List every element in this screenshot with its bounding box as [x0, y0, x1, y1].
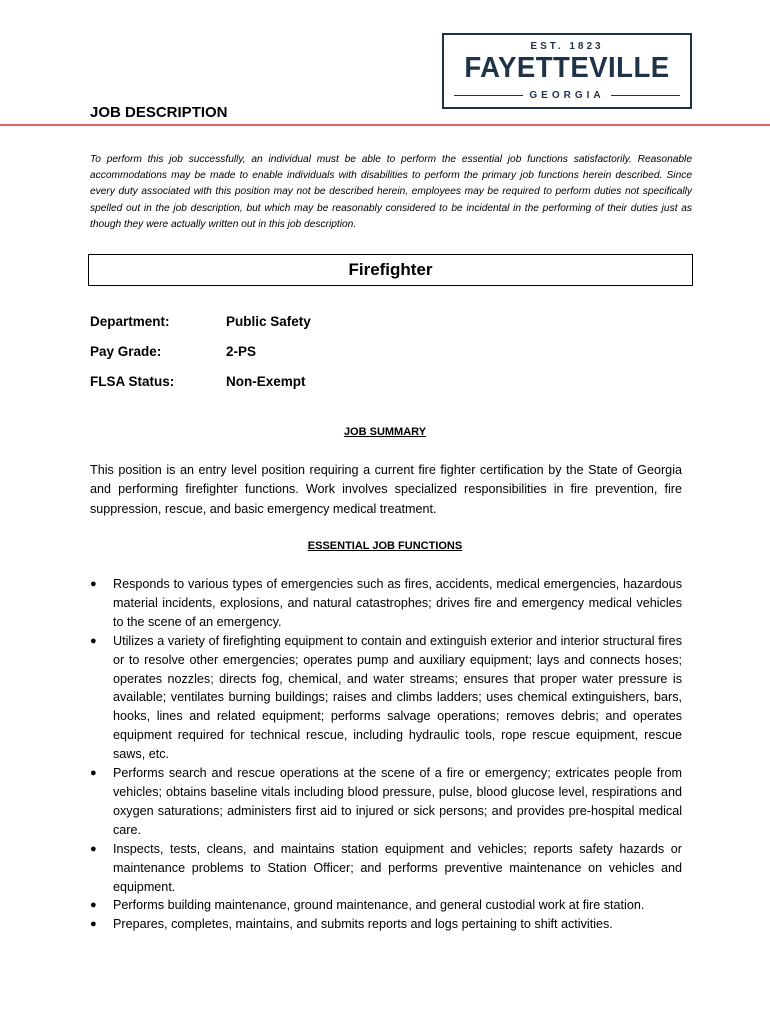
list-item-text: Prepares, completes, maintains, and submits reports and logs pertaining to shift activities.	[113, 917, 613, 932]
essential-functions-heading: ESSENTIAL JOB FUNCTIONS	[307, 540, 463, 552]
bullet-icon: ●	[90, 918, 97, 931]
field-value: 2-PS	[226, 344, 257, 359]
list-item	[90, 575, 682, 632]
city-logo	[442, 33, 692, 109]
logo-established: EST. 1823	[530, 41, 604, 52]
list-item-text: Inspects, tests, cleans, and maintains station equipment and vehicles; reports safety hazards or maintenance problems to Station Officer; and performs preventive maintenance on vehicles and equipment.	[113, 841, 682, 894]
bullet-icon: ●	[90, 899, 97, 912]
field-label: Department:	[90, 314, 170, 329]
essential-functions-list	[90, 575, 682, 934]
document-title: JOB DESCRIPTION	[90, 104, 228, 121]
list-item-text: Responds to various types of emergencies such as fires, accidents, medical emergencies, hazardous material incidents, explosions, and natural catastrophes; drives fire and emergency medical vehicles to the scene of an emergency.	[113, 577, 682, 629]
logo-state-row	[454, 89, 680, 101]
intro-paragraph: To perform this job successfully, an individual must be able to perform the essential job functions satisfactorily. Reasonable accommodations may be made to enable individuals with disabilities to perform the primary job functions herein described. Since every duty associated with this position may not be described herein, employees may be required to perform duties not specifically spelled out in the job description, but which may be reasonably considered to be incidental in the performing of their duties just as though they were actually written out in this job description.	[90, 154, 692, 230]
job-summary-text: This position is an entry level position requiring a current fire fighter certification by the State of Georgia and performing firefighter functions. Work involves specialized responsibilities in fire prevention, fire suppression, rescue, and basic emergency medical treatment.	[90, 463, 682, 516]
logo-state-name: GEORGIA	[529, 89, 605, 101]
bullet-icon: ●	[90, 578, 97, 590]
list-item	[90, 896, 682, 915]
list-item-text: Utilizes a variety of firefighting equipment to contain and extinguish exterior and interior structural fires or to resolve other emergencies; operates pump and auxiliary equipment; lays and connects hoses; operates nozzles; directs fog, chemical, and water streams; ensures that proper water pressure is available; ventilates burning buildings; raises and climbs ladders; uses chemical extinguishers, bars, hooks, lines and related equipment; performs salvage operations; removes debris; and operates equipment required for technical rescue, including hydraulic tools, rope rescue equipment, rescue saws, etc.	[113, 633, 682, 762]
header-divider	[0, 124, 770, 126]
list-item	[90, 632, 682, 764]
field-label: FLSA Status:	[90, 374, 175, 389]
list-item	[90, 840, 682, 897]
logo-divider	[611, 95, 680, 96]
field-value: Public Safety	[226, 314, 311, 329]
field-label: Pay Grade:	[90, 344, 162, 359]
bullet-icon: ●	[90, 767, 97, 780]
list-item	[90, 764, 682, 840]
logo-divider	[454, 95, 523, 96]
field-value: Non-Exempt	[226, 374, 306, 389]
list-item-text: Performs building maintenance, ground maintenance, and general custodial work at fire station.	[113, 898, 645, 913]
job-summary-heading: JOB SUMMARY	[343, 426, 427, 438]
logo-city-name: FAYETTEVILLE	[464, 52, 670, 84]
list-item-text: Performs search and rescue operations at the scene of a fire or emergency; extricates people from vehicles; obtains baseline vitals including blood pressure, pulse, blood glucose level, respirations and oxygen saturations; administers first aid to injured or sick persons; and provides pre-hospital medical care.	[113, 766, 682, 837]
job-title: Firefighter	[88, 254, 693, 286]
list-item	[90, 915, 682, 934]
bullet-icon: ●	[90, 842, 97, 855]
bullet-icon: ●	[90, 634, 97, 647]
